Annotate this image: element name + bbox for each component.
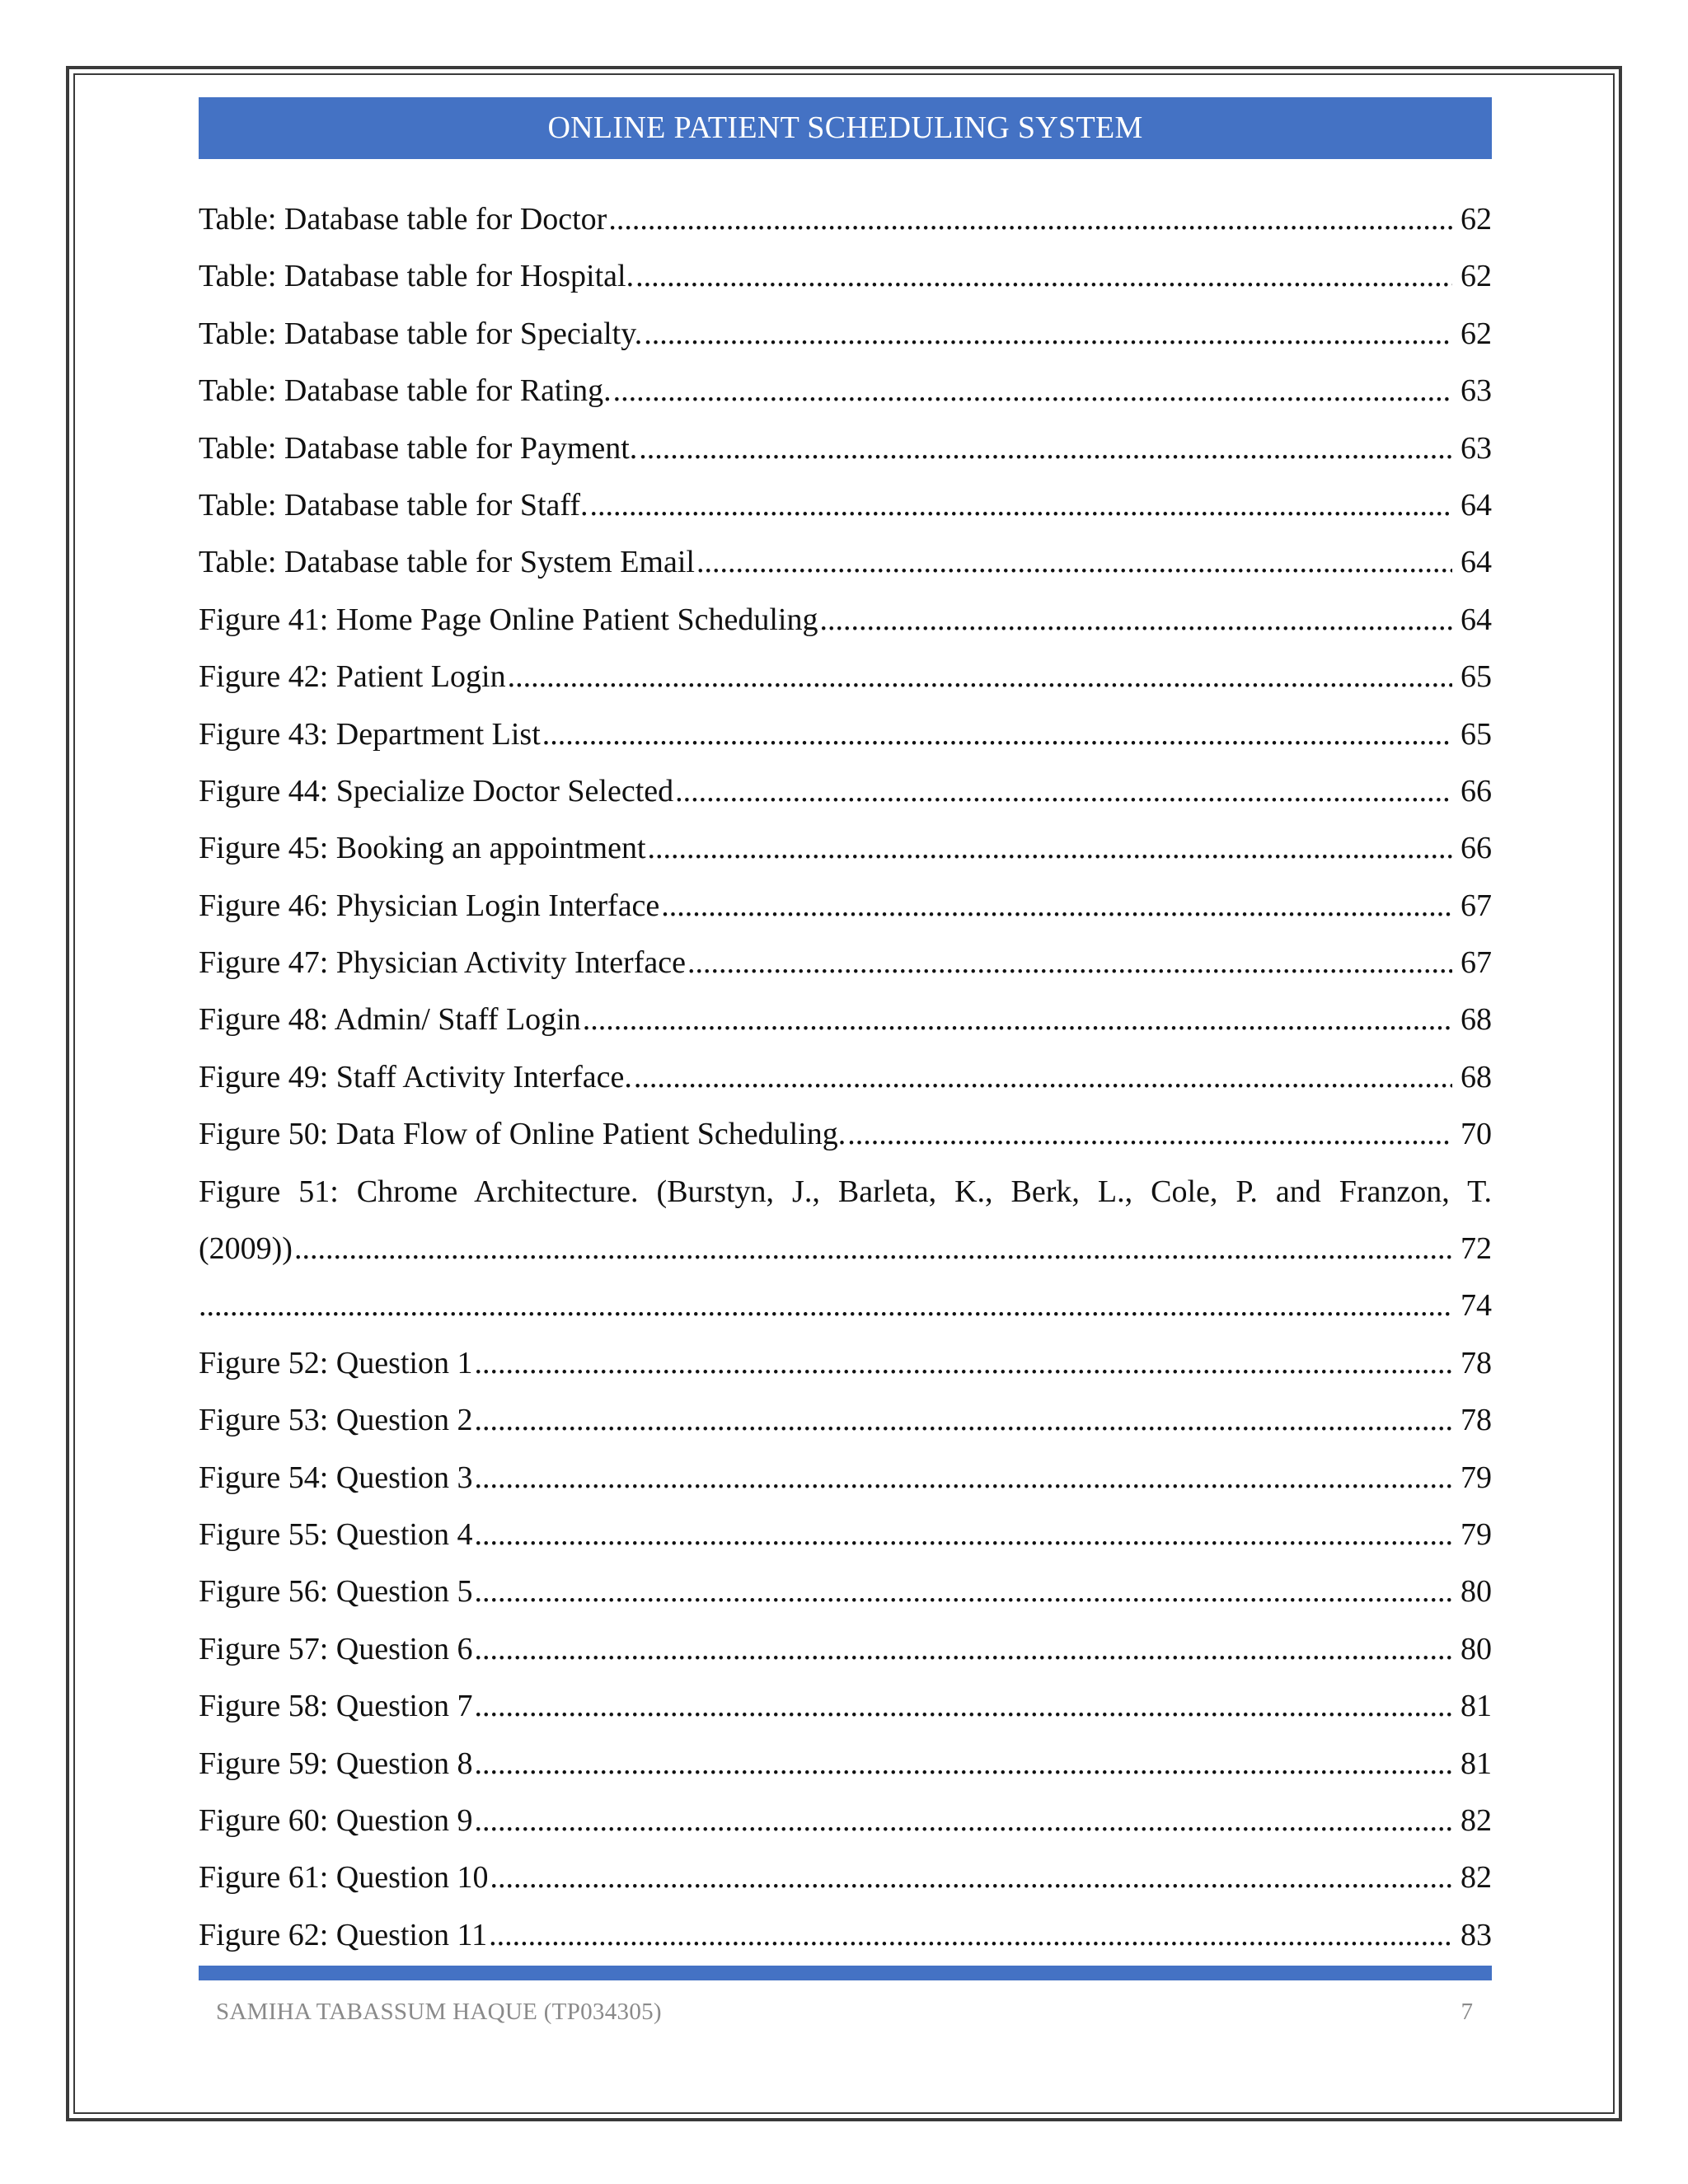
toc-entry-text: Figure 52: Question 1 [199,1345,473,1380]
toc-dot-leader [474,1736,1452,1793]
toc-dot-leader [474,1793,1452,1849]
toc-entry-text: (2009)) [199,1231,293,1267]
toc-page-number: 63 [1461,430,1492,466]
toc-entry[interactable] [199,420,1492,477]
toc-page-number: 64 [1461,602,1492,637]
toc-page-number: 65 [1461,716,1492,752]
table-of-figures [199,191,1492,1964]
toc-page-number: 63 [1461,373,1492,409]
toc-page-number: 78 [1461,1345,1492,1380]
toc-entry[interactable] [199,1736,1492,1793]
toc-dot-leader [648,820,1452,877]
toc-page-number: 68 [1461,1059,1492,1094]
toc-entry[interactable] [199,763,1492,820]
toc-group-before [199,191,1492,1164]
toc-entry[interactable] [199,191,1492,248]
toc-dot-leader [474,1621,1452,1678]
toc-dot-leader [474,1392,1452,1449]
toc-entry-text: Figure 41: Home Page Online Patient Scheduling [199,602,818,637]
toc-dot-leader [608,191,1452,248]
toc-entry[interactable] [199,935,1492,991]
toc-page-number: 74 [1461,1288,1492,1324]
toc-page-number: 72 [1461,1231,1492,1267]
toc-entry-text: Figure 42: Patient Login [199,659,506,695]
toc-dot-leader [644,306,1452,363]
toc-dot-leader [474,1450,1452,1507]
toc-entry-blank[interactable] [199,1277,1492,1334]
footer-page-number: 7 [1461,1999,1473,2025]
toc-dot-leader [590,477,1453,534]
toc-entry[interactable] [199,649,1492,705]
toc-entry[interactable] [199,1563,1492,1620]
toc-dot-leader [635,248,1452,305]
toc-page-number: 62 [1461,316,1492,351]
toc-entry[interactable] [199,1450,1492,1507]
toc-dot-leader [847,1106,1452,1163]
toc-page-number: 62 [1461,259,1492,294]
toc-entry-text: Figure 48: Admin/ Staff Login [199,1002,581,1038]
toc-page-number: 67 [1461,888,1492,923]
toc-page-number: 67 [1461,945,1492,981]
toc-entry-text: Figure 45: Booking an appointment [199,831,646,866]
toc-dot-leader [474,1335,1452,1392]
toc-entry-text: Figure 47: Physician Activity Interface [199,945,686,981]
toc-entry[interactable] [199,248,1492,305]
toc-page-number: 82 [1461,1802,1492,1838]
toc-entry-wrapped-line1[interactable] [199,1164,1492,1221]
toc-page-number: 79 [1461,1516,1492,1552]
toc-entry-wrapped-line2[interactable] [199,1221,1492,1277]
toc-entry[interactable] [199,1335,1492,1392]
toc-entry-text: Table: Database table for Doctor [199,202,607,237]
toc-entry[interactable] [199,306,1492,363]
toc-dot-leader [490,1849,1452,1906]
toc-entry[interactable] [199,1678,1492,1735]
toc-dot-leader [687,935,1452,991]
toc-entry[interactable] [199,878,1492,935]
toc-page-number: 68 [1461,1002,1492,1038]
toc-entry-text: Table: Database table for System Email [199,545,695,580]
toc-entry-text: Table: Database table for Specialty. [199,316,643,351]
toc-entry[interactable] [199,991,1492,1048]
toc-dot-leader [675,763,1452,820]
toc-group-after [199,1335,1492,1964]
toc-page-number: 82 [1461,1860,1492,1896]
toc-entry[interactable] [199,706,1492,763]
toc-page-number: 66 [1461,773,1492,808]
toc-dot-leader [294,1221,1452,1277]
toc-entry-text: Table: Database table for Payment. [199,430,638,466]
toc-entry-text: Figure 62: Question 11 [199,1917,488,1952]
page-header-title: ONLINE PATIENT SCHEDULING SYSTEM [199,97,1492,159]
toc-entry[interactable] [199,534,1492,591]
toc-entry-text: Table: Database table for Rating. [199,373,612,409]
toc-page-number: 78 [1461,1403,1492,1438]
toc-entry[interactable] [199,1621,1492,1678]
toc-entry[interactable] [199,1106,1492,1163]
toc-dot-leader [489,1907,1452,1964]
toc-entry[interactable] [199,592,1492,649]
toc-page-number: 64 [1461,545,1492,580]
toc-entry-text: Table: Database table for Staff. [199,487,588,523]
toc-dot-leader [508,649,1452,705]
toc-entry[interactable] [199,363,1492,419]
toc-page-number: 62 [1461,202,1492,237]
toc-entry[interactable] [199,1392,1492,1449]
toc-page-number: 83 [1461,1917,1492,1952]
toc-dot-leader [819,592,1452,649]
toc-dot-leader [661,878,1452,935]
footer-author: SAMIHA TABASSUM HAQUE (TP034305) [216,1999,662,2025]
toc-page-number: 81 [1461,1689,1492,1724]
toc-entry-text: Figure 57: Question 6 [199,1631,473,1666]
toc-entry[interactable] [199,820,1492,877]
toc-entry-text: Figure 53: Question 2 [199,1403,473,1438]
footer-rule [199,1966,1492,1980]
toc-dot-leader [639,420,1452,477]
toc-entry-text: Figure 55: Question 4 [199,1516,473,1552]
toc-dot-leader [696,534,1452,591]
toc-entry-text: Figure 60: Question 9 [199,1802,473,1838]
toc-entry[interactable] [199,1849,1492,1906]
toc-page-number: 65 [1461,659,1492,695]
toc-entry-text: Table: Database table for Hospital. [199,259,635,294]
toc-entry-text: Figure 43: Department List [199,716,541,752]
toc-entry[interactable] [199,1507,1492,1563]
toc-page-number: 64 [1461,487,1492,523]
toc-dot-leader [613,363,1452,419]
toc-entry[interactable] [199,1907,1492,1964]
toc-dot-leader [474,1507,1452,1563]
toc-entry-text: Figure 51: Chrome Architecture. (Burstyn, J., Barleta, K., Berk, L., Cole, P. and Franzon, T. [199,1174,1492,1209]
toc-entry-text: Figure 61: Question 10 [199,1860,489,1896]
toc-dot-leader [474,1678,1452,1735]
toc-page-number: 66 [1461,831,1492,866]
toc-dot-leader [583,991,1452,1048]
toc-entry-text: Figure 46: Physician Login Interface [199,888,660,923]
toc-entry-text: Figure 44: Specialize Doctor Selected [199,773,674,808]
toc-entry[interactable] [199,1793,1492,1849]
toc-dot-leader [542,706,1452,763]
toc-entry-text: Figure 50: Data Flow of Online Patient Scheduling. [199,1117,846,1152]
toc-entry-text: Figure 54: Question 3 [199,1460,473,1495]
toc-entry[interactable] [199,1049,1492,1106]
toc-dot-leader [199,1277,1452,1334]
toc-entry[interactable] [199,477,1492,534]
toc-page-number: 80 [1461,1574,1492,1610]
toc-dot-leader [474,1563,1452,1620]
toc-entry-text: Figure 49: Staff Activity Interface. [199,1059,632,1094]
toc-page-number: 80 [1461,1631,1492,1666]
toc-entry-text: Figure 58: Question 7 [199,1689,473,1724]
toc-page-number: 70 [1461,1117,1492,1152]
toc-page-number: 81 [1461,1746,1492,1781]
toc-dot-leader [634,1049,1452,1106]
toc-entry-text: Figure 59: Question 8 [199,1746,473,1781]
toc-entry-text: Figure 56: Question 5 [199,1574,473,1610]
toc-page-number: 79 [1461,1460,1492,1495]
